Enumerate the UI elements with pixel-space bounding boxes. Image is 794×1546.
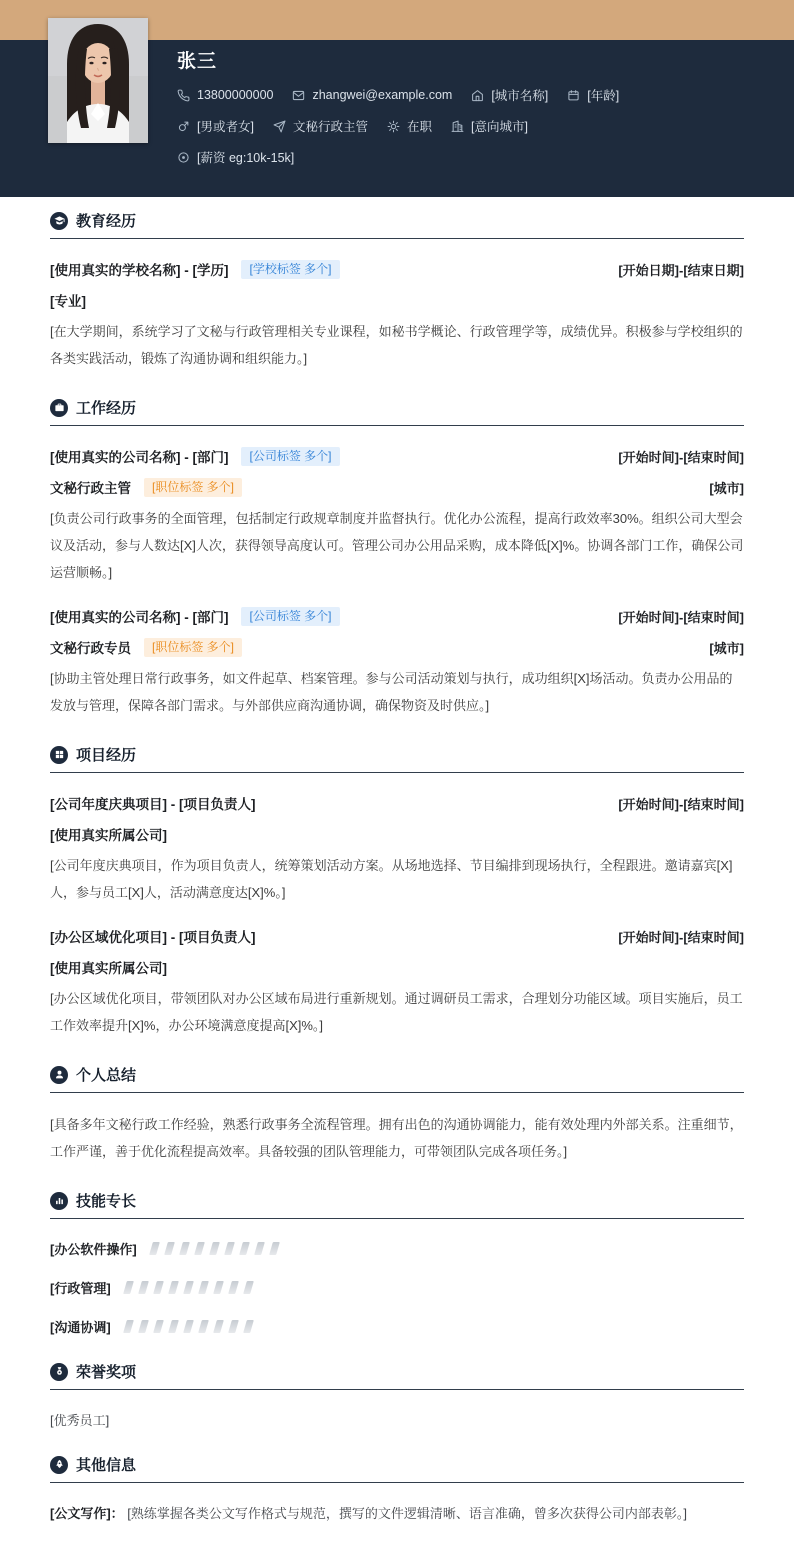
project-title-row xyxy=(50,926,744,946)
contact-row-2 xyxy=(177,117,754,135)
major: [专业] xyxy=(50,294,86,309)
skill-bar-segment xyxy=(243,1281,254,1294)
medal-icon xyxy=(50,1363,68,1381)
work-role-row xyxy=(50,477,744,497)
section-honors xyxy=(50,1361,744,1429)
skill-bar-segment xyxy=(209,1242,220,1255)
work-entry xyxy=(50,446,744,586)
skill-bar-segment xyxy=(153,1320,164,1333)
contact-job-title xyxy=(273,117,368,135)
skill-bar-segment xyxy=(123,1320,134,1333)
skill-bar-segment xyxy=(164,1242,175,1255)
skill-bar-segment xyxy=(269,1242,280,1255)
contact-city xyxy=(471,86,548,104)
age-value: [年龄] xyxy=(587,89,620,103)
skill-bar-segment xyxy=(254,1242,265,1255)
skill-bar-segment xyxy=(168,1320,179,1333)
section-work xyxy=(50,397,744,719)
job-title-value: 文秘行政主管 xyxy=(292,120,368,134)
summary-description: [具备多年文秘行政工作经验，熟悉行政事务全流程管理。拥有出色的沟通协调能力，能有效处理内外部关系。注重细节，工作严谨，善于优化流程提高效率。具备较强的团队管理能力，可带领团队完成各项任务。] xyxy=(50,1117,743,1159)
work-section-header xyxy=(50,397,744,418)
summary-section-header xyxy=(50,1064,744,1085)
work-title-left xyxy=(50,446,340,466)
skill-bar-segment xyxy=(239,1242,250,1255)
paper-plane-icon xyxy=(273,120,286,133)
other-item xyxy=(50,1503,744,1522)
project-dates: [开始时间]-[结束时间] xyxy=(618,796,744,812)
work-entry xyxy=(50,606,744,719)
skill-bar-segment xyxy=(213,1281,224,1294)
project-description: [公司年度庆典项目，作为项目负责人，统筹策划活动方案。从场地选择、节目编排到现场执行，全程跟进。邀请嘉宾[X]人，参与员工[X]人，活动满意度达[X]%。] xyxy=(50,858,733,900)
project-dates: [开始时间]-[结束时间] xyxy=(618,929,744,945)
skill-level-bars xyxy=(125,1281,252,1294)
section-title: 项目经历 xyxy=(76,747,137,764)
header-info xyxy=(177,46,754,166)
role-name: 文秘行政专员 xyxy=(50,641,131,656)
projects-section-header xyxy=(50,744,744,765)
project-name: [公司年度庆典项目] - [项目负责人] xyxy=(50,797,256,812)
section-divider xyxy=(50,1482,744,1483)
section-title: 荣誉奖项 xyxy=(76,1364,137,1381)
company-name: [使用真实的公司名称] - [部门] xyxy=(50,450,229,465)
role-name: 文秘行政主管 xyxy=(50,481,131,496)
role-tag: [职位标签 多个] xyxy=(144,638,242,657)
section-projects xyxy=(50,744,744,1039)
skill-bar-segment xyxy=(198,1320,209,1333)
person-icon xyxy=(50,1066,68,1084)
skill-level-bars xyxy=(125,1320,252,1333)
skill-bar-segment xyxy=(224,1242,235,1255)
skills-section-header xyxy=(50,1190,744,1211)
profile-photo xyxy=(48,18,148,143)
skill-item xyxy=(50,1278,744,1297)
project-company: [使用真实所属公司] xyxy=(50,961,167,976)
contact-row-1 xyxy=(177,86,754,104)
work-city: [城市] xyxy=(709,640,744,656)
rocket-icon xyxy=(50,1456,68,1474)
building-icon xyxy=(451,120,464,133)
work-city: [城市] xyxy=(709,480,744,496)
company-name: [使用真实的公司名称] - [部门] xyxy=(50,610,229,625)
skill-bar-segment xyxy=(138,1281,149,1294)
skill-bar-segment xyxy=(198,1281,209,1294)
project-company: [使用真实所属公司] xyxy=(50,828,167,843)
school-tag: [学校标签 多个] xyxy=(241,260,339,279)
work-title-row xyxy=(50,606,744,626)
phone-value: 13800000000 xyxy=(197,88,274,102)
work-description: [协助主管处理日常行政事务，如文件起草、档案管理。参与公司活动策划与执行，成功组织[X]场活动。负责办公用品的发放与管理，保障各部门需求。与外部供应商沟通协调，确保物资及时供应。] xyxy=(50,671,733,713)
contact-job-status xyxy=(387,117,432,135)
gender-value: [男或者女] xyxy=(197,120,254,134)
work-role-left xyxy=(50,637,242,657)
skill-bar-segment xyxy=(123,1281,134,1294)
section-education xyxy=(50,210,744,372)
contact-row-3 xyxy=(177,148,754,166)
education-entry xyxy=(50,259,744,372)
section-title: 工作经历 xyxy=(76,400,137,417)
project-name: [办公区域优化项目] - [项目负责人] xyxy=(50,930,256,945)
graduation-cap-icon xyxy=(50,212,68,230)
skill-item xyxy=(50,1317,744,1336)
section-divider xyxy=(50,238,744,239)
skill-bar-segment xyxy=(183,1281,194,1294)
section-title: 其他信息 xyxy=(76,1457,137,1474)
section-summary xyxy=(50,1064,744,1165)
section-divider xyxy=(50,1092,744,1093)
other-section-header xyxy=(50,1454,744,1475)
contact-email xyxy=(292,88,452,102)
resume-header-banner xyxy=(0,0,794,197)
target-icon xyxy=(177,151,190,164)
skill-bar-segment xyxy=(153,1281,164,1294)
project-entry xyxy=(50,926,744,1039)
education-dates: [开始日期]-[结束日期] xyxy=(618,262,744,278)
education-description: [在大学期间，系统学习了文秘与行政管理相关专业课程，如秘书学概论、行政管理学等，成绩优异。积极参与学校组织的各类实践活动，锻炼了沟通协调和组织能力。] xyxy=(50,324,743,366)
project-entry xyxy=(50,793,744,906)
skill-bar-segment xyxy=(149,1242,160,1255)
section-divider xyxy=(50,425,744,426)
skill-bar-segment xyxy=(138,1320,149,1333)
mail-icon xyxy=(292,89,305,102)
work-title-left xyxy=(50,606,340,626)
skill-bar-segment xyxy=(194,1242,205,1255)
skill-item xyxy=(50,1239,744,1258)
other-item-label: [公文写作]： xyxy=(50,1506,124,1521)
skill-bar-segment xyxy=(213,1320,224,1333)
skill-bar-segment xyxy=(228,1320,239,1333)
portrait-illustration xyxy=(48,18,148,143)
education-title-left xyxy=(50,259,340,279)
skill-bar-segment xyxy=(243,1320,254,1333)
contact-age xyxy=(567,86,619,104)
skill-label: [办公软件操作] xyxy=(50,1242,137,1257)
contact-gender xyxy=(177,117,254,135)
work-dates: [开始时间]-[结束时间] xyxy=(618,449,744,465)
home-icon xyxy=(471,89,484,102)
section-divider xyxy=(50,1389,744,1390)
work-role-row xyxy=(50,637,744,657)
contact-salary xyxy=(177,148,294,166)
section-divider xyxy=(50,772,744,773)
email-value: zhangwei@example.com xyxy=(312,88,453,102)
section-skills xyxy=(50,1190,744,1336)
skill-bar-segment xyxy=(228,1281,239,1294)
age-icon xyxy=(567,89,580,102)
job-status-value: 在职 xyxy=(406,120,432,134)
section-title: 教育经历 xyxy=(76,213,137,230)
salary-value: [薪资 eg:10k-15k] xyxy=(197,151,295,165)
skill-label: [沟通协调] xyxy=(50,1320,111,1335)
role-tag: [职位标签 多个] xyxy=(144,478,242,497)
resume-body xyxy=(0,197,794,1546)
company-tag: [公司标签 多个] xyxy=(241,447,339,466)
work-dates: [开始时间]-[结束时间] xyxy=(618,609,744,625)
skill-label: [行政管理] xyxy=(50,1281,111,1296)
section-title: 个人总结 xyxy=(76,1067,137,1084)
phone-icon xyxy=(177,89,190,102)
candidate-name: 张三 xyxy=(177,51,218,72)
work-role-left xyxy=(50,477,242,497)
gear-icon xyxy=(387,120,400,133)
bar-chart-icon xyxy=(50,1192,68,1210)
work-title-row xyxy=(50,446,744,466)
other-item-description: [熟练掌握各类公文写作格式与规范，撰写的文件逻辑清晰、语言准确，曾多次获得公司内部表彰。] xyxy=(127,1506,688,1521)
education-title-row xyxy=(50,259,744,279)
skill-bar-segment xyxy=(168,1281,179,1294)
briefcase-icon xyxy=(50,399,68,417)
contact-phone xyxy=(177,88,273,102)
skill-bar-segment xyxy=(179,1242,190,1255)
company-tag: [公司标签 多个] xyxy=(241,607,339,626)
target-city-value: [意向城市] xyxy=(470,120,528,134)
school-name: [使用真实的学校名称] - [学历] xyxy=(50,263,229,278)
contact-target-city xyxy=(451,117,528,135)
honor-item: [优秀员工] xyxy=(50,1413,110,1428)
section-divider xyxy=(50,1218,744,1219)
education-section-header xyxy=(50,210,744,231)
work-description: [负责公司行政事务的全面管理，包括制定行政规章制度并监督执行。优化办公流程，提高行政效率30%。组织公司大型会议及活动，参与人数达[X]人次，获得领导高度认可。管理公司办公用品采购，成本降低[X]%。协调各部门工作，确保公司运营顺畅。] xyxy=(50,511,744,580)
section-title: 技能专长 xyxy=(76,1193,137,1210)
grid-icon xyxy=(50,746,68,764)
honors-section-header xyxy=(50,1361,744,1382)
skill-level-bars xyxy=(151,1242,278,1255)
gender-icon xyxy=(177,120,190,133)
section-other xyxy=(50,1454,744,1522)
skill-bar-segment xyxy=(183,1320,194,1333)
project-title-row xyxy=(50,793,744,813)
project-description: [办公区域优化项目，带领团队对办公区域布局进行重新规划。通过调研员工需求，合理划分功能区域。项目实施后，员工工作效率提升[X]%，办公环境满意度提高[X]%。] xyxy=(50,991,743,1033)
city-value: [城市名称] xyxy=(491,89,549,103)
